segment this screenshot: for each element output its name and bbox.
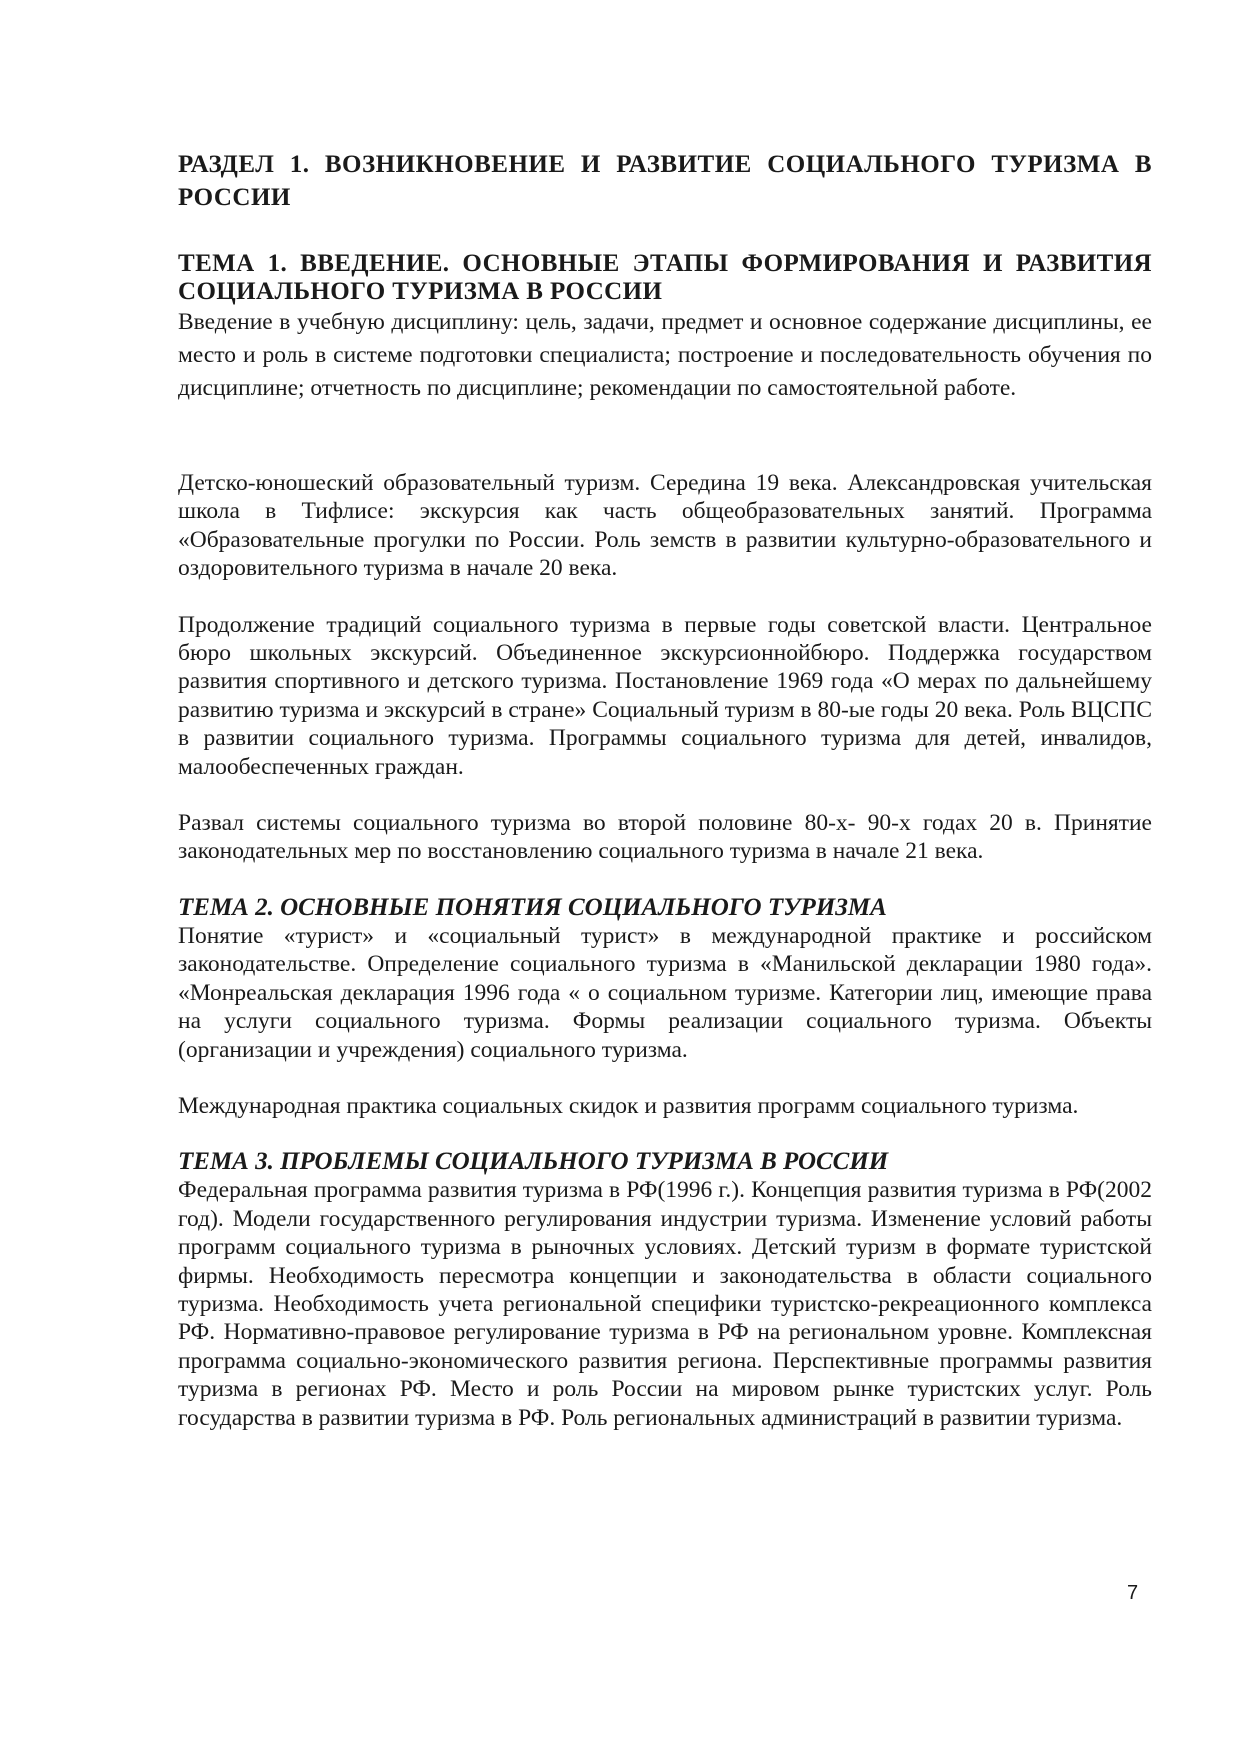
theme-1-title: ТЕМА 1. ВВЕДЕНИЕ. ОСНОВНЫЕ ЭТАПЫ ФОРМИРОВАНИЯ И РАЗВИТИЯ СОЦИАЛЬНОГО ТУРИЗМА В РОССИИ bbox=[178, 250, 1152, 305]
theme-1-paragraph-3: Развал системы социального туризма во второй половине 80-х- 90-х годах 20 в. Принятие законодательных мер по восстановлению социального туризма в начале 21 века. bbox=[178, 810, 1152, 865]
theme-3-title: ТЕМА 3. ПРОБЛЕМЫ СОЦИАЛЬНОГО ТУРИЗМА В РОССИИ bbox=[178, 1148, 889, 1176]
theme-1-paragraph-1: Детско-юношеский образовательный туризм. Середина 19 века. Александровская учительская школа в Тифлисе: экскурсия как часть общеобразовательных занятий. Программа «Образовательные прогулки по России. Роль земств в развитии культурно-образовательного и оздоровительного туризма в начале 20 века. bbox=[178, 470, 1152, 582]
theme-2-paragraph-2: Международная практика социальных скидок и развития программ социального туризма. bbox=[178, 1092, 1079, 1119]
theme-1-paragraph-2: Продолжение традиций социального туризма в первые годы советской власти. Центральное бюро школьных экскурсий. Объединенное экскурсионнойбюро. Поддержка государством развития спортивного и детского туризма. Постановление 1969 года «О мерах по дальнейшему развитию туризма и экскурсий в стране» Социальный туризм в 80-ые годы 20 века. Роль ВЦСПС в развитии социального туризма. Программы социального туризма для детей, инвалидов, малообеспеченных граждан. bbox=[178, 611, 1152, 780]
theme-2-paragraph-1: Понятие «турист» и «социальный турист» в международной практике и российском законодательстве. Определение социального туризма в «Манильской декларации 1980 года». «Монреальская декларация 1996 года « о социальном туризме. Категории лиц, имеющие права на услуги социального туризма. Формы реализации социального туризма. Объекты (организации и учреждения) социального туризма. bbox=[178, 922, 1152, 1063]
section-title: РАЗДЕЛ 1. ВОЗНИКНОВЕНИЕ И РАЗВИТИЕ СОЦИАЛЬНОГО ТУРИЗМА В РОССИИ bbox=[178, 151, 1152, 211]
theme-1-intro-paragraph: Введение в учебную дисциплину: цель, задачи, предмет и основное содержание дисциплины, ее место и роль в системе подготовки специалиста; построение и последовательность обучения по дисциплине; отчетность по дисциплине; рекомендации по самостоятельной работе. bbox=[178, 309, 1152, 401]
page-number: 7 bbox=[1127, 1582, 1139, 1604]
theme-2-title: ТЕМА 2. ОСНОВНЫЕ ПОНЯТИЯ СОЦИАЛЬНОГО ТУРИЗМА bbox=[178, 893, 887, 921]
page-content bbox=[178, 148, 1152, 1432]
theme-3-paragraph-1: Федеральная программа развития туризма в РФ(1996 г.). Концепция развития туризма в РФ(2002 год). Модели государственного регулирования индустрии туризма. Изменение условий работы программ социального туризма в рыночных условиях. Детский туризм в формате туристской фирмы. Необходимость пересмотра концепции и законодательства в области социального туризма. Необходимость учета региональной специфики туристско-рекреационного комплекса РФ. Нормативно-правовое регулирование туризма в РФ на региональном уровне. Комплексная программа социально-экономического развития региона. Перспективные программы развития туризма в регионах РФ. Место и роль России на мировом рынке туристских услуг. Роль государства в развитии туризма в РФ. Роль региональных администраций в развитии туризма. bbox=[178, 1177, 1152, 1431]
